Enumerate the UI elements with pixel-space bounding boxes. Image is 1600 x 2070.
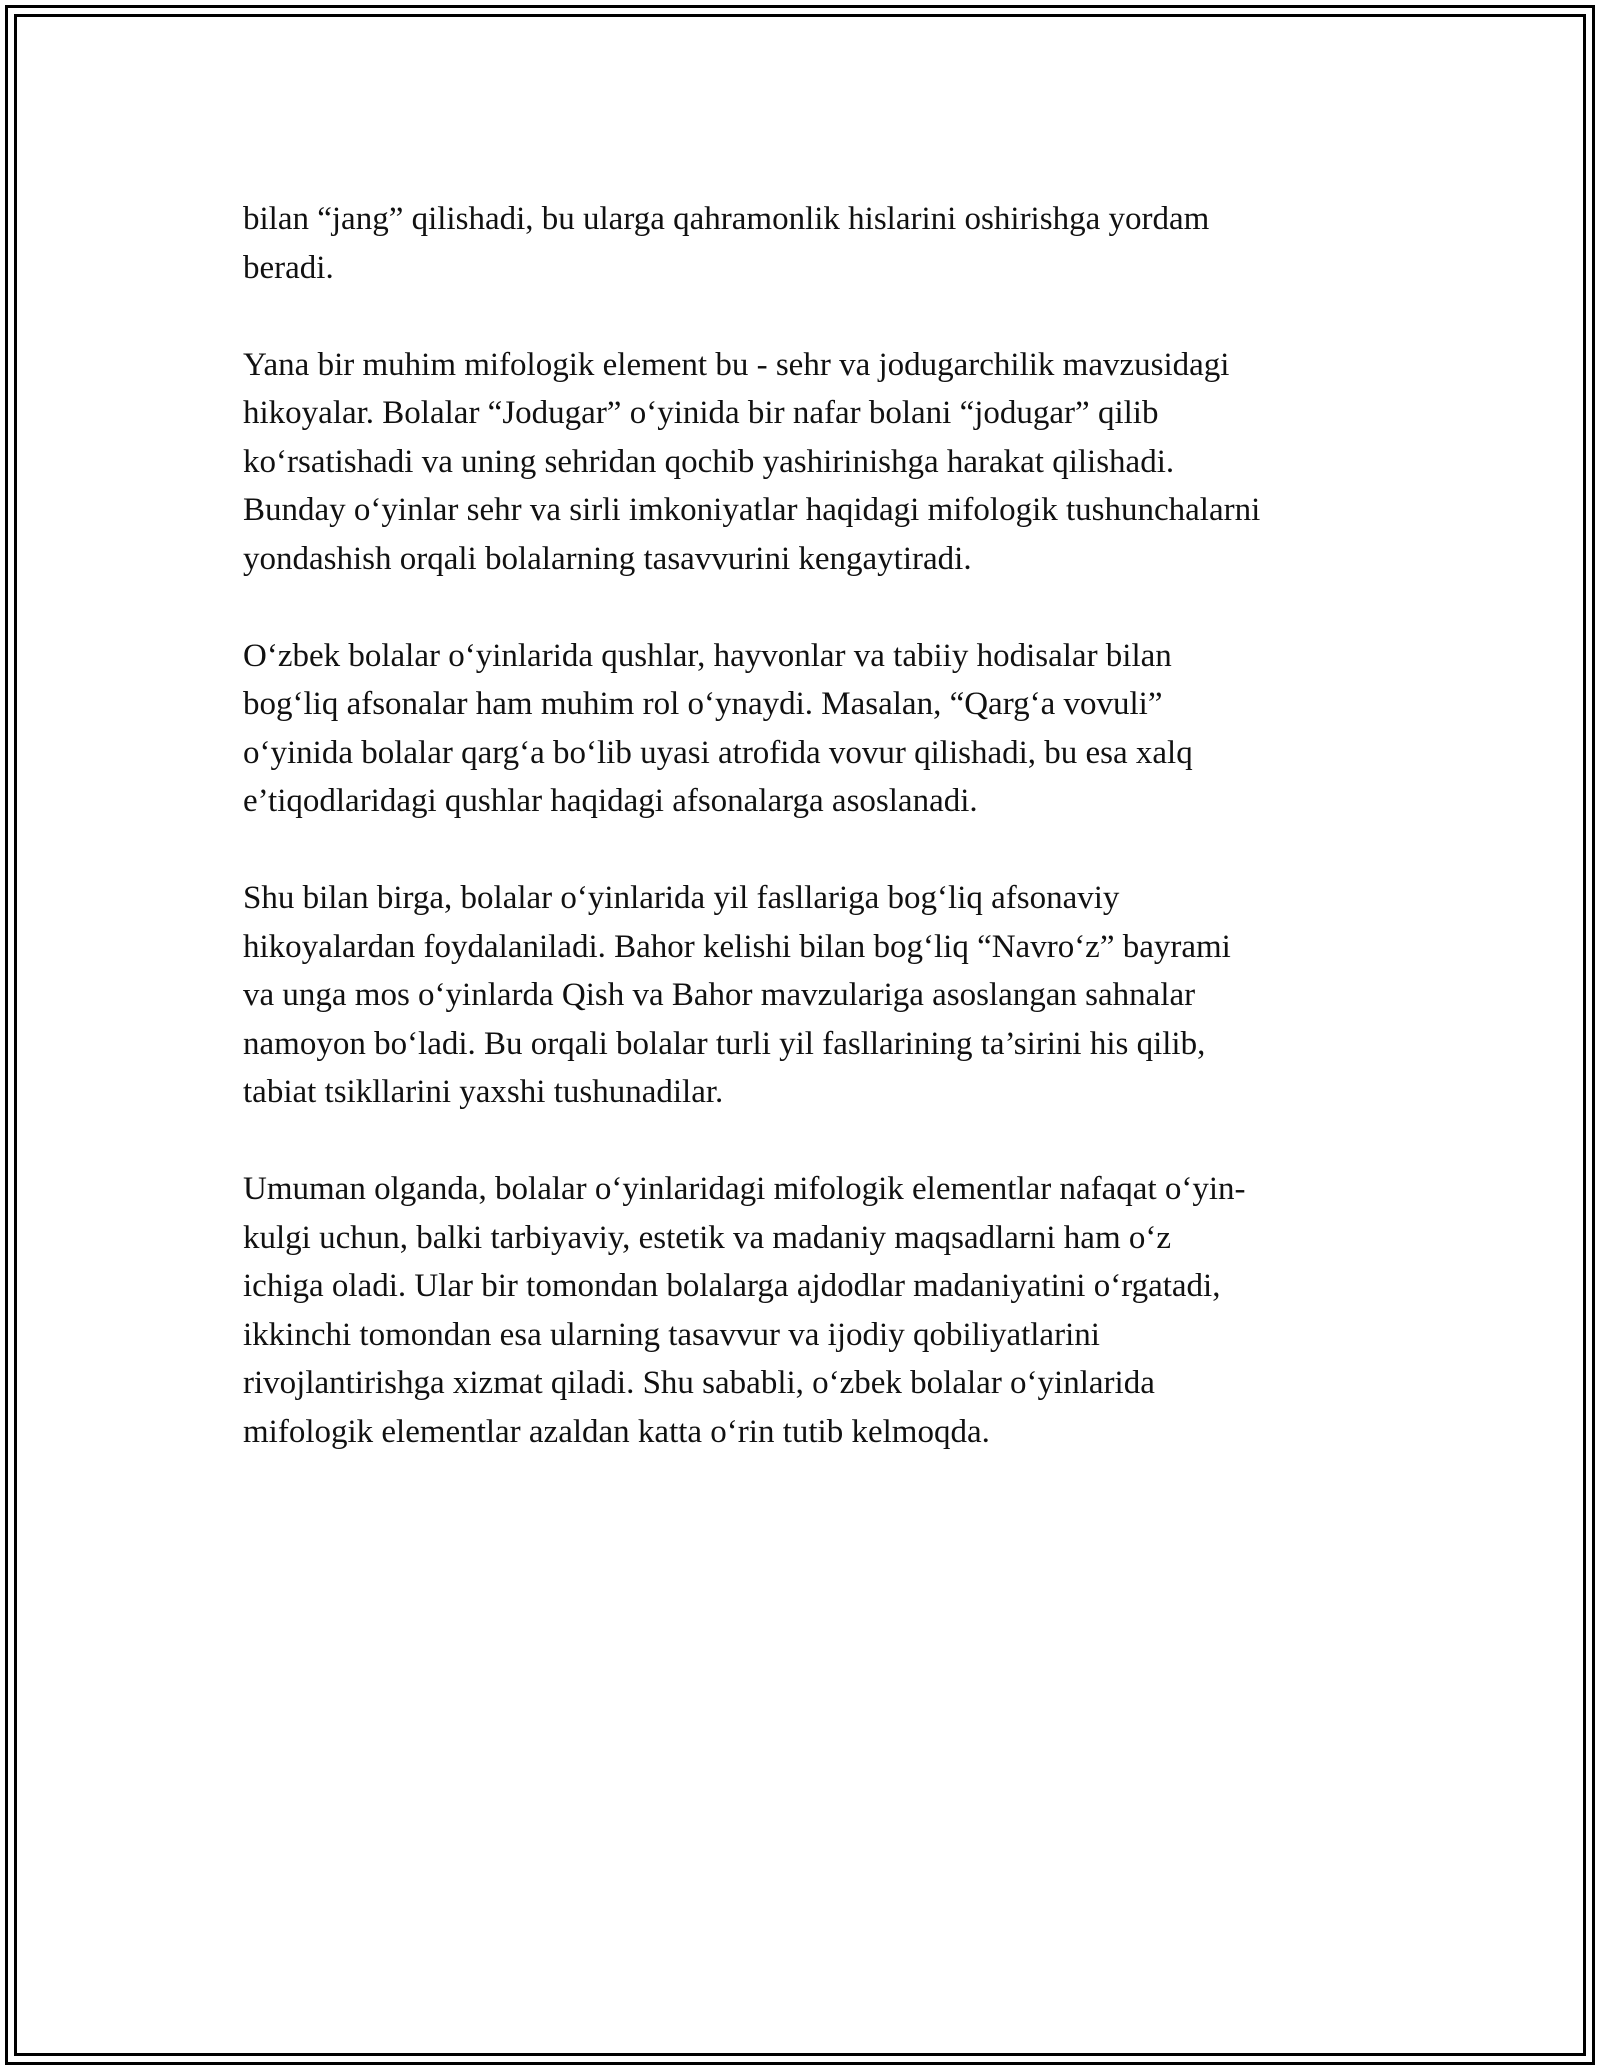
paragraph-line: O‘zbek bolalar o‘yinlarida qushlar, hayvonlar va tabiiy hodisalar bilan <box>243 637 1172 674</box>
paragraph-line: beradi. <box>243 249 334 286</box>
paragraph-line: hikoyalardan foydalaniladi. Bahor kelishi bilan bog‘liq “Navro‘z” bayrami <box>243 928 1231 965</box>
paragraph-line: o‘yinida bolalar qarg‘a bo‘lib uyasi atrofida vovur qilishadi, bu esa xalq <box>243 734 1193 771</box>
paragraph-line: ikkinchi tomondan esa ularning tasavvur va ijodiy qobiliyatlarini <box>243 1316 1100 1353</box>
paragraph-line: va unga mos o‘yinlarda Qish va Bahor mavzulariga asoslangan sahnalar <box>243 977 1196 1013</box>
paragraph-2 <box>243 341 1393 584</box>
paragraph-line: hikoyalar. Bolalar “Jodugar” o‘yinida bir nafar bolani “jodugar” qilib <box>243 395 1159 431</box>
page-frame <box>5 5 1595 2065</box>
paragraph-line: mifologik elementlar azaldan katta o‘rin tutib kelmoqda. <box>243 1413 990 1450</box>
paragraph-line: rivojlantirishga xizmat qiladi. Shu sababli, o‘zbek bolalar o‘yinlarida <box>243 1365 1155 1401</box>
paragraph-line: Umuman olganda, bolalar o‘yinlaridagi mifologik elementlar nafaqat o‘yin- <box>243 1171 1246 1207</box>
paragraph-line: namoyon bo‘ladi. Bu orqali bolalar turli yil fasllarining ta’sirini his qilib, <box>243 1025 1206 1062</box>
paragraph-line: ichiga oladi. Ular bir tomondan bolalarga ajdodlar madaniyatini o‘rgatadi, <box>243 1268 1221 1304</box>
paragraph-line: bog‘liq afsonalar ham muhim rol o‘ynaydi. Masalan, “Qarg‘a vovuli” <box>243 686 1163 722</box>
paragraph-line: kulgi uchun, balki tarbiyaviy, estetik va madaniy maqsadlarni ham o‘z <box>243 1219 1172 1256</box>
paragraph-4 <box>243 874 1393 1117</box>
paragraph-line: tabiat tsikllarini yaxshi tushunadilar. <box>243 1074 724 1110</box>
paragraph-line: e’tiqodlaridagi qushlar haqidagi afsonalarga asoslanadi. <box>243 783 978 819</box>
paragraph-line: Shu bilan birga, bolalar o‘yinlarida yil fasllariga bog‘liq afsonaviy <box>243 880 1120 916</box>
paragraph-line: yondashish orqali bolalarning tasavvurini kengaytiradi. <box>243 540 972 577</box>
paragraph-line: ko‘rsatishadi va uning sehridan qochib yashirinishga harakat qilishadi. <box>243 443 1175 480</box>
paragraph-5 <box>243 1165 1393 1456</box>
paragraph-1 <box>243 195 1393 292</box>
paragraph-3 <box>243 632 1393 826</box>
paragraph-line: Yana bir muhim mifologik element bu - sehr va jodugarchilik mavzusidagi <box>243 346 1230 383</box>
document-body <box>243 195 1393 1505</box>
paragraph-line: bilan “jang” qilishadi, bu ularga qahramonlik hislarini oshirishga yordam <box>243 201 1210 237</box>
paragraph-line: Bunday o‘yinlar sehr va sirli imkoniyatlar haqidagi mifologik tushunchalarni <box>243 492 1261 528</box>
